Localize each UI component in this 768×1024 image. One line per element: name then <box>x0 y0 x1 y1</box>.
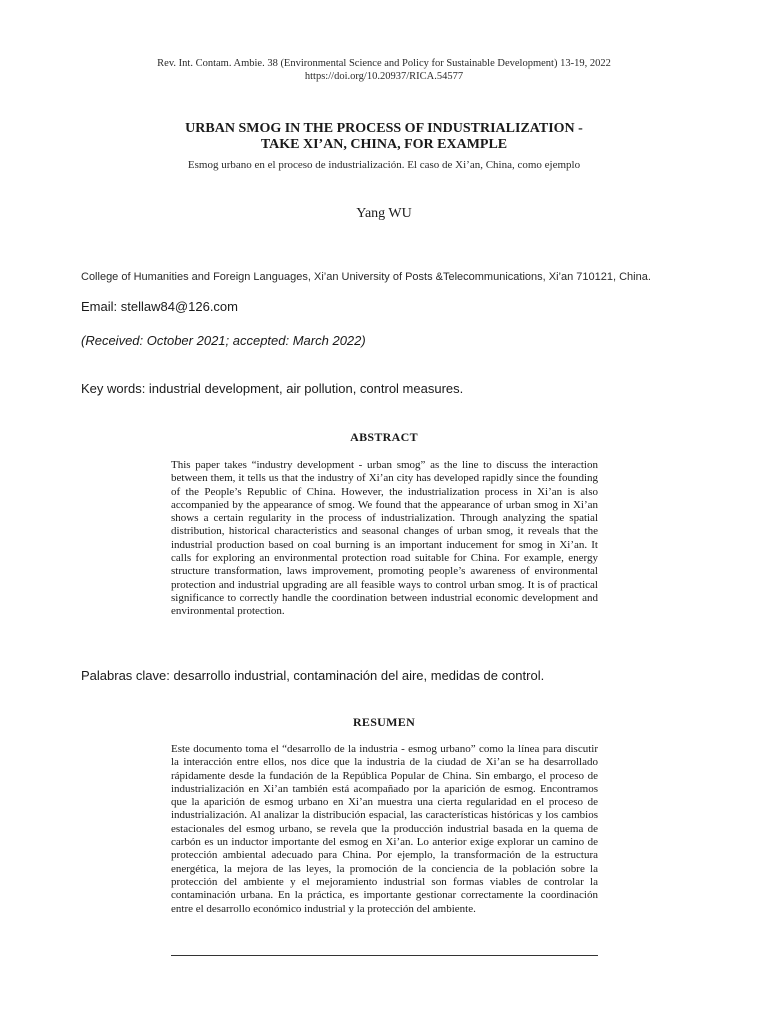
keywords-line: Key words: industrial development, air pollution, control measures. <box>81 381 464 396</box>
resumen-heading: RESUMEN <box>352 715 416 729</box>
title-line-1: URBAN SMOG IN THE PROCESS OF INDUSTRIALIZATION - <box>185 121 583 136</box>
affiliation: College of Humanities and Foreign Languages, Xi’an University of Posts &Telecommunications, Xi’an 710121, China. <box>81 271 651 283</box>
resumen-text: Este documento toma el “desarrollo de la industria - esmog urbano” como la línea para discutir la interacción entre ellos, nos dice que la industria de la ciudad de Xi’an se ha desarrollado rápidamente desde la fundación de la República Popular de China. Sin embargo, el proceso de industrialización en Xi’an también está acompañado por la aparición de esmog. Encontramos que la aparición de esmog urbano en Xi’an muestra una cierta regularidad en el proceso de industrialización. Al analizar la distribución espacial, las características históricas y los cambios estacionales del esmog urbano, se revela que la producción industrial basada en la quema de carbón es un inductor importante del esmog en Xi’an. Lo anterior exige explorar un camino de protección ambiental adecuado para China. Por ejemplo, la transformación de la estructura energética, la mejora de las leyes, la promoción de la conciencia de la población sobre la protección del ambiente y el mejoramiento industrial son formas viables de controlar la contaminación urbana. En la práctica, es importante gestionar correctamente la coordinación entre el desarrollo económico industrial y la protección del ambiente. <box>171 743 598 915</box>
author-name: Yang WU <box>356 206 412 221</box>
doi-link[interactable]: https://doi.org/10.20937/RICA.54577 <box>304 71 464 82</box>
received-dates: (Received: October 2021; accepted: March 2022) <box>81 333 366 348</box>
abstract-text: This paper takes “industry development - urban smog” as the line to discuss the interaction between them, it tells us that the industry of Xi’an city has developed rapidly since the founding of the People’s Republic of China. However, the industrialization process in Xi’an is also accompanied by the appearance of smog. We found that the appearance of urban smog in Xi’an shows a certain regularity in the process of industrialization. Through analyzing the spatial distribution, historical characteristics and seasonal changes of urban smog, it reveals that the industrial production based on coal burning is an important inducement for smog in Xi’an. It calls for exploring an environmental protection road suitable for China. For example, energy structure transformation, laws improvement, promoting people’s awareness of environmental protection and industrial upgrading are all feasible ways to control urban smog. It is of practical significance to correctly handle the coordination between industrial economic development and environmental protection. <box>171 459 598 618</box>
journal-header <box>0 57 768 83</box>
citation-line: Rev. Int. Contam. Ambie. 38 (Environmental Science and Policy for Sustainable Development) 13-19, 2022 <box>157 58 611 69</box>
spanish-title: Esmog urbano en el proceso de industrialización. El caso de Xi’an, China, como ejemplo <box>187 159 581 171</box>
paper-title <box>0 121 768 153</box>
abstract-heading: ABSTRACT <box>350 430 418 444</box>
title-line-2: TAKE XI’AN, CHINA, FOR EXAMPLE <box>260 137 508 152</box>
email-line: Email: stellaw84@126.com <box>81 299 238 314</box>
section-divider <box>171 955 598 956</box>
palabras-clave-line: Palabras clave: desarrollo industrial, contaminación del aire, medidas de control. <box>81 668 545 683</box>
